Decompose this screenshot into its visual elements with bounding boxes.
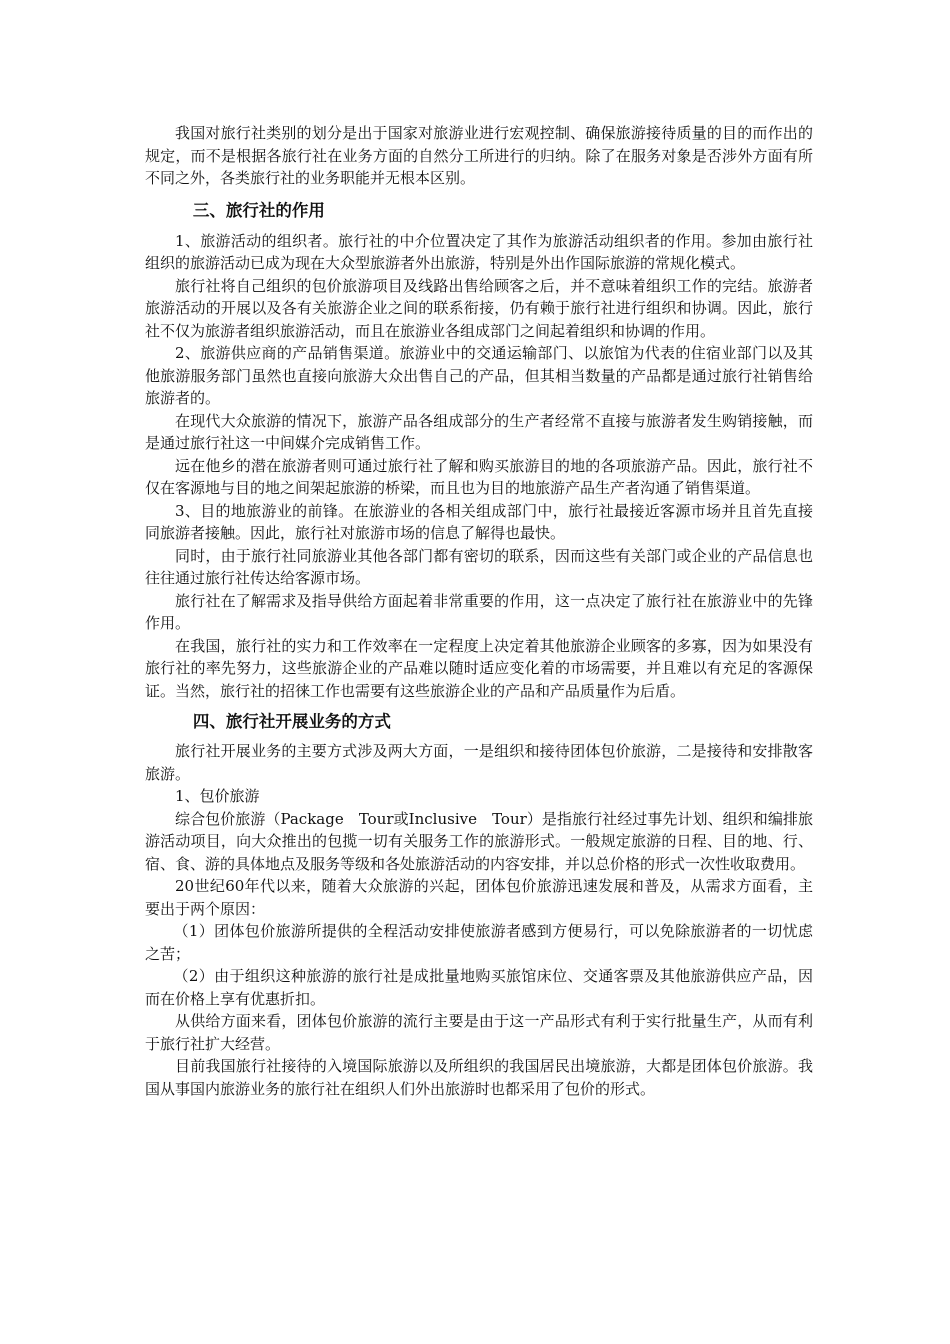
paragraph: 1、旅游活动的组织者。旅行社的中介位置决定了其作为旅游活动组织者的作用。参加由旅行社组织的旅游活动已成为现在大众型旅游者外出旅游，特别是外出作国际旅游的常规化模式。 [145, 231, 813, 272]
paragraph: 旅行社在了解需求及指导供给方面起着非常重要的作用，这一点决定了旅行社在旅游业中的先锋作用。 [145, 591, 813, 632]
paragraph: （1）团体包价旅游所提供的全程活动安排使旅游者感到方便易行，可以免除旅游者的一切忧虑之苦； [145, 922, 813, 963]
section-heading-4: 四、旅行社开展业务的方式 [192, 712, 391, 731]
document-page [145, 122, 813, 1100]
paragraph: 目前我国旅行社接待的入境国际旅游以及所组织的我国居民出境旅游，大都是团体包价旅游。我国从事国内旅游业务的旅行社在组织人们外出旅游时也都采用了包价的形式。 [145, 1057, 813, 1098]
paragraph: 远在他乡的潜在旅游者则可通过旅行社了解和购买旅游目的地的各项旅游产品。因此，旅行社不仅在客源地与目的地之间架起旅游的桥梁，而且也为目的地旅游产品生产者沟通了销售渠道。 [145, 456, 813, 497]
paragraph: 旅行社将自己组织的包价旅游项目及线路出售给顾客之后，并不意味着组织工作的完结。旅游者旅游活动的开展以及各有关旅游企业之间的联系衔接，仍有赖于旅行社进行组织和协调。因此，旅行社不仅为旅游者组织旅游活动，而且在旅游业各组成部门之间起着组织和协调的作用。 [145, 276, 813, 340]
paragraph: 综合包价旅游（Package Tour或Inclusive Tour）是指旅行社经过事先计划、组织和编排旅游活动项目，向大众推出的包揽一切有关服务工作的旅游形式。一般规定旅游的日程、目的地、行、宿、食、游的具体地点及服务等级和各处旅游活动的内容安排，并以总价格的形式一次性收取费用。 [145, 809, 813, 873]
paragraph: 在我国，旅行社的实力和工作效率在一定程度上决定着其他旅游企业顾客的多寡，因为如果没有旅行社的率先努力，这些旅游企业的产品难以随时适应变化着的市场需要，并且难以有充足的客源保证。当然，旅行社的招徕工作也需要有这些旅游企业的产品和产品质量作为后盾。 [145, 636, 813, 700]
section-heading-3: 三、旅行社的作用 [192, 200, 325, 220]
paragraph: 从供给方面来看，团体包价旅游的流行主要是由于这一产品形式有利于实行批量生产，从而有利于旅行社扩大经营。 [145, 1012, 813, 1053]
paragraph: 我国对旅行社类别的划分是出于国家对旅游业进行宏观控制、确保旅游接待质量的目的而作出的规定，而不是根据各旅行社在业务方面的自然分工所进行的归纳。除了在服务对象是否涉外方面有所不同之外，各类旅行社的业务职能并无根本区别。 [145, 124, 813, 187]
paragraph: 2、旅游供应商的产品销售渠道。旅游业中的交通运输部门、以旅馆为代表的住宿业部门以及其他旅游服务部门虽然也直接向旅游大众出售自己的产品，但其相当数量的产品都是通过旅行社销售给旅游者的。 [145, 344, 813, 407]
paragraph: 1、包价旅游 [175, 787, 260, 805]
paragraph: 在现代大众旅游的情况下，旅游产品各组成部分的生产者经常不直接与旅游者发生购销接触，而是通过旅行社这一中间媒介完成销售工作。 [145, 411, 813, 452]
paragraph: 3、目的地旅游业的前锋。在旅游业的各相关组成部门中，旅行社最接近客源市场并且首先直接同旅游者接触。因此，旅行社对旅游市场的信息了解得也最快。 [145, 501, 813, 542]
paragraph: （2）由于组织这种旅游的旅行社是成批量地购买旅馆床位、交通客票及其他旅游供应产品，因而在价格上享有优惠折扣。 [145, 967, 813, 1008]
paragraph: 旅行社开展业务的主要方式涉及两大方面，一是组织和接待团体包价旅游，二是接待和安排散客旅游。 [145, 742, 813, 783]
paragraph: 20世纪60年代以来，随着大众旅游的兴起，团体包价旅游迅速发展和普及，从需求方面看，主要出于两个原因： [145, 877, 813, 918]
paragraph: 同时，由于旅行社同旅游业其他各部门都有密切的联系，因而这些有关部门或企业的产品信息也往往通过旅行社传达给客源市场。 [145, 546, 813, 587]
